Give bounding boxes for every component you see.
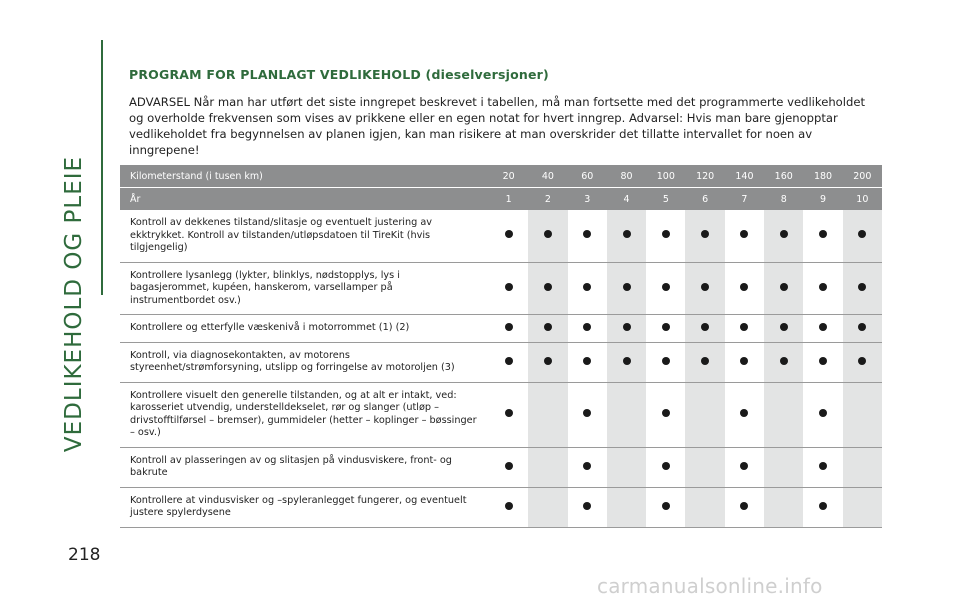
table-row — [120, 447, 882, 487]
header-year-6: 6 — [685, 188, 724, 211]
interval-cell — [646, 342, 685, 382]
interval-cell — [528, 315, 567, 343]
scheduled-dot-icon — [544, 230, 552, 238]
interval-cell — [528, 447, 567, 487]
header-km-100: 100 — [646, 165, 685, 188]
table-row — [120, 210, 882, 262]
scheduled-dot-icon — [583, 283, 591, 291]
scheduled-dot-icon — [819, 283, 827, 291]
scheduled-dot-icon — [740, 502, 748, 510]
scheduled-dot-icon — [701, 283, 709, 291]
header-year-2: 2 — [528, 188, 567, 211]
scheduled-dot-icon — [544, 323, 552, 331]
interval-cell — [528, 382, 567, 447]
interval-cell — [685, 382, 724, 447]
scheduled-dot-icon — [662, 502, 670, 510]
header-km-160: 160 — [764, 165, 803, 188]
interval-cell — [489, 342, 528, 382]
header-km-60: 60 — [568, 165, 607, 188]
header-km-80: 80 — [607, 165, 646, 188]
interval-cell — [685, 342, 724, 382]
interval-cell — [843, 262, 882, 315]
row-description: Kontroll av dekkenes tilstand/slitasje og eventuelt justering av ekktrykket. Kontroll av tilstanden/utløpsdatoen til TireKit (hvis tilgjengelig) — [120, 210, 489, 262]
interval-cell — [568, 342, 607, 382]
header-year-8: 8 — [764, 188, 803, 211]
interval-cell — [803, 342, 842, 382]
interval-cell — [568, 210, 607, 262]
header-km-label: Kilometerstand (i tusen km) — [120, 165, 489, 188]
interval-cell — [646, 487, 685, 527]
interval-cell — [803, 210, 842, 262]
scheduled-dot-icon — [740, 409, 748, 417]
table-row — [120, 487, 882, 527]
scheduled-dot-icon — [505, 283, 513, 291]
interval-cell — [764, 447, 803, 487]
header-year-9: 9 — [803, 188, 842, 211]
scheduled-dot-icon — [740, 357, 748, 365]
scheduled-dot-icon — [819, 462, 827, 470]
interval-cell — [843, 487, 882, 527]
row-description: Kontrollere og etterfylle væskenivå i motorrommet (1) (2) — [120, 315, 489, 343]
interval-cell — [607, 315, 646, 343]
interval-cell — [528, 342, 567, 382]
header-year-5: 5 — [646, 188, 685, 211]
row-description: Kontroll av plasseringen av og slitasjen på vindusviskere, front- og bakrute — [120, 447, 489, 487]
interval-cell — [646, 382, 685, 447]
interval-cell — [607, 447, 646, 487]
scheduled-dot-icon — [819, 357, 827, 365]
scheduled-dot-icon — [740, 283, 748, 291]
interval-cell — [803, 262, 842, 315]
scheduled-dot-icon — [505, 409, 513, 417]
watermark: carmanualsonline.info — [597, 574, 823, 598]
maintenance-table — [120, 165, 882, 528]
scheduled-dot-icon — [662, 230, 670, 238]
table-row — [120, 382, 882, 447]
interval-cell — [568, 447, 607, 487]
interval-cell — [646, 262, 685, 315]
scheduled-dot-icon — [780, 357, 788, 365]
interval-cell — [725, 487, 764, 527]
intro-warning: ADVARSEL Når man har utført det siste inngrepet beskrevet i tabellen, må man fortsette med det programmerte vedlikeholdet og overholde frekvensen som vises av prikkene eller en egen notat for hvert inngrep. Advarsel: Hvis man bare gjenopptar vedlikeholdet fra begynnelsen av planen igjen, kan man risikere at man overskrider det tillatte intervallet for noen av inngrepene! — [129, 95, 866, 157]
header-year-3: 3 — [568, 188, 607, 211]
interval-cell — [607, 382, 646, 447]
interval-cell — [489, 315, 528, 343]
interval-cell — [843, 315, 882, 343]
interval-cell — [607, 487, 646, 527]
interval-cell — [725, 315, 764, 343]
table-row — [120, 342, 882, 382]
scheduled-dot-icon — [780, 323, 788, 331]
scheduled-dot-icon — [583, 502, 591, 510]
scheduled-dot-icon — [701, 230, 709, 238]
interval-cell — [607, 342, 646, 382]
scheduled-dot-icon — [858, 357, 866, 365]
scheduled-dot-icon — [701, 323, 709, 331]
interval-cell — [489, 447, 528, 487]
scheduled-dot-icon — [505, 502, 513, 510]
interval-cell — [725, 210, 764, 262]
interval-cell — [646, 210, 685, 262]
interval-cell — [764, 210, 803, 262]
interval-cell — [685, 262, 724, 315]
interval-cell — [568, 487, 607, 527]
scheduled-dot-icon — [544, 357, 552, 365]
scheduled-dot-icon — [505, 462, 513, 470]
header-km-20: 20 — [489, 165, 528, 188]
interval-cell — [843, 342, 882, 382]
interval-cell — [764, 262, 803, 315]
interval-cell — [646, 447, 685, 487]
interval-cell — [685, 210, 724, 262]
scheduled-dot-icon — [583, 462, 591, 470]
interval-cell — [528, 210, 567, 262]
interval-cell — [685, 487, 724, 527]
interval-cell — [764, 342, 803, 382]
scheduled-dot-icon — [623, 283, 631, 291]
interval-cell — [843, 210, 882, 262]
scheduled-dot-icon — [740, 230, 748, 238]
row-description: Kontrollere at vindusvisker og –spyleranlegget fungerer, og eventuelt justere spylerdysene — [120, 487, 489, 527]
interval-cell — [843, 382, 882, 447]
scheduled-dot-icon — [583, 230, 591, 238]
scheduled-dot-icon — [701, 357, 709, 365]
interval-cell — [568, 262, 607, 315]
interval-cell — [489, 487, 528, 527]
interval-cell — [725, 382, 764, 447]
interval-cell — [803, 382, 842, 447]
scheduled-dot-icon — [623, 357, 631, 365]
table-row — [120, 262, 882, 315]
scheduled-dot-icon — [740, 323, 748, 331]
header-row-year — [120, 188, 882, 211]
header-km-120: 120 — [685, 165, 724, 188]
scheduled-dot-icon — [662, 323, 670, 331]
header-km-40: 40 — [528, 165, 567, 188]
interval-cell — [607, 210, 646, 262]
scheduled-dot-icon — [583, 357, 591, 365]
row-description: Kontroll, via diagnosekontakten, av motorens styreenhet/strømforsyning, utslipp og forringelse av motoroljen (3) — [120, 342, 489, 382]
interval-cell — [725, 262, 764, 315]
scheduled-dot-icon — [544, 283, 552, 291]
interval-cell — [568, 382, 607, 447]
scheduled-dot-icon — [780, 283, 788, 291]
scheduled-dot-icon — [858, 230, 866, 238]
header-year-10: 10 — [843, 188, 882, 211]
interval-cell — [568, 315, 607, 343]
interval-cell — [489, 382, 528, 447]
interval-cell — [764, 487, 803, 527]
scheduled-dot-icon — [819, 323, 827, 331]
scheduled-dot-icon — [740, 462, 748, 470]
interval-cell — [646, 315, 685, 343]
header-year-label: År — [120, 188, 489, 211]
interval-cell — [725, 342, 764, 382]
table-row — [120, 315, 882, 343]
header-year-1: 1 — [489, 188, 528, 211]
header-km-140: 140 — [725, 165, 764, 188]
scheduled-dot-icon — [505, 357, 513, 365]
interval-cell — [489, 210, 528, 262]
table-body — [120, 210, 882, 527]
page-number: 218 — [68, 545, 101, 565]
interval-cell — [843, 447, 882, 487]
chapter-rule — [101, 40, 103, 295]
interval-cell — [489, 262, 528, 315]
header-km-200: 200 — [843, 165, 882, 188]
scheduled-dot-icon — [819, 409, 827, 417]
scheduled-dot-icon — [819, 502, 827, 510]
section-heading: PROGRAM FOR PLANLAGT VEDLIKEHOLD (dieselversjoner) — [129, 67, 549, 82]
header-row-km — [120, 165, 882, 188]
interval-cell — [528, 262, 567, 315]
scheduled-dot-icon — [583, 409, 591, 417]
interval-cell — [528, 487, 567, 527]
chapter-title: VEDLIKEHOLD OG PLEIE — [61, 155, 87, 453]
scheduled-dot-icon — [858, 323, 866, 331]
interval-cell — [607, 262, 646, 315]
header-year-4: 4 — [607, 188, 646, 211]
scheduled-dot-icon — [662, 357, 670, 365]
scheduled-dot-icon — [662, 409, 670, 417]
interval-cell — [803, 447, 842, 487]
row-description: Kontrollere lysanlegg (lykter, blinklys, nødstopplys, lys i bagasjerommet, kupéen, hanskerom, varsellamper på instrumentbordet osv.) — [120, 262, 489, 315]
scheduled-dot-icon — [623, 230, 631, 238]
scheduled-dot-icon — [780, 230, 788, 238]
interval-cell — [685, 447, 724, 487]
interval-cell — [764, 382, 803, 447]
scheduled-dot-icon — [662, 283, 670, 291]
scheduled-dot-icon — [505, 230, 513, 238]
scheduled-dot-icon — [623, 323, 631, 331]
scheduled-dot-icon — [858, 283, 866, 291]
interval-cell — [685, 315, 724, 343]
interval-cell — [725, 447, 764, 487]
scheduled-dot-icon — [662, 462, 670, 470]
header-year-7: 7 — [725, 188, 764, 211]
interval-cell — [803, 315, 842, 343]
row-description: Kontrollere visuelt den generelle tilstanden, og at alt er intakt, ved: karosseriet utvendig, understelldekselet, rør og slanger (utløp – drivstofftilførsel – bremser), gummideler (hetter – koplinger – bøssinger – osv.) — [120, 382, 489, 447]
scheduled-dot-icon — [505, 323, 513, 331]
interval-cell — [764, 315, 803, 343]
scheduled-dot-icon — [819, 230, 827, 238]
scheduled-dot-icon — [583, 323, 591, 331]
interval-cell — [803, 487, 842, 527]
header-km-180: 180 — [803, 165, 842, 188]
